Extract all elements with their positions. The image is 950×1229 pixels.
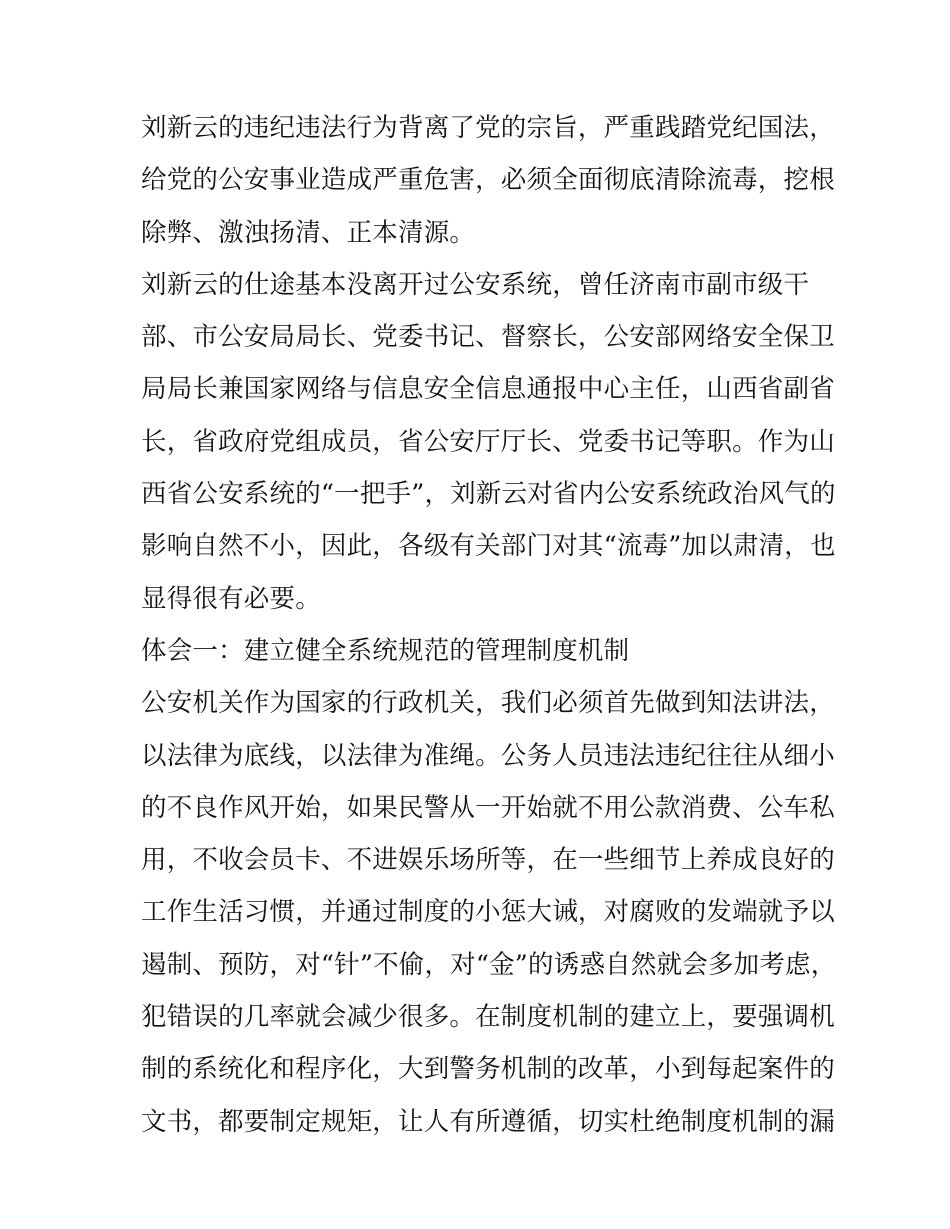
text-line: 影响自然不小，因此，各级有关部门对其“流毒”加以肃清，也 [141,531,836,562]
text-line: 公安机关作为国家的行政机关，我们必须首先做到知法讲法， [141,688,835,719]
text-line: 西省公安系统的“一把手”，刘新云对省内公安系统政治风气的 [141,479,836,510]
text-line: 部、市公安局局长、党委书记、督察长，公安部网络安全保卫 [141,322,835,353]
text-line: 以法律为底线，以法律为准绳。公务人员违法违纪往往从细小 [141,740,835,771]
text-line: 犯错误的几率就会减少很多。在制度机制的建立上，要强调机 [141,1002,835,1033]
text-line: 显得很有必要。 [141,583,321,614]
text-line: 的不良作风开始，如果民警从一开始就不用公款消费、公车私 [141,792,835,823]
text-line: 用，不收会员卡、不进娱乐场所等，在一些细节上养成良好的 [141,845,835,876]
section-heading: 体会一：建立健全系统规范的管理制度机制 [141,635,630,666]
text-line: 给党的公安事业造成严重危害，必须全面彻底清除流毒，挖根 [141,165,835,196]
text-line: 刘新云的违纪违法行为背离了党的宗旨，严重践踏党纪国法， [141,113,835,143]
document-body [141,102,837,1148]
text-line: 长，省政府党组成员，省公安厅厅长、党委书记等职。作为山 [141,426,835,457]
text-line: 除弊、激浊扬清、正本清源。 [141,217,476,248]
text-line: 工作生活习惯，并通过制度的小惩大诫，对腐败的发端就予以 [141,897,835,928]
text-line: 文书，都要制定规矩，让人有所遵循，切实杜绝制度机制的漏 [141,1106,835,1137]
text-line: 局局长兼国家网络与信息安全信息通报中心主任，山西省副省 [141,374,835,405]
text-line: 制的系统化和程序化，大到警务机制的改革，小到每起案件的 [141,1054,835,1085]
text-line: 刘新云的仕途基本没离开过公安系统，曾任济南市副市级干 [141,269,810,300]
text-line: 遏制、预防，对“针”不偷，对“金”的诱惑自然就会多加考虑， [141,949,837,980]
